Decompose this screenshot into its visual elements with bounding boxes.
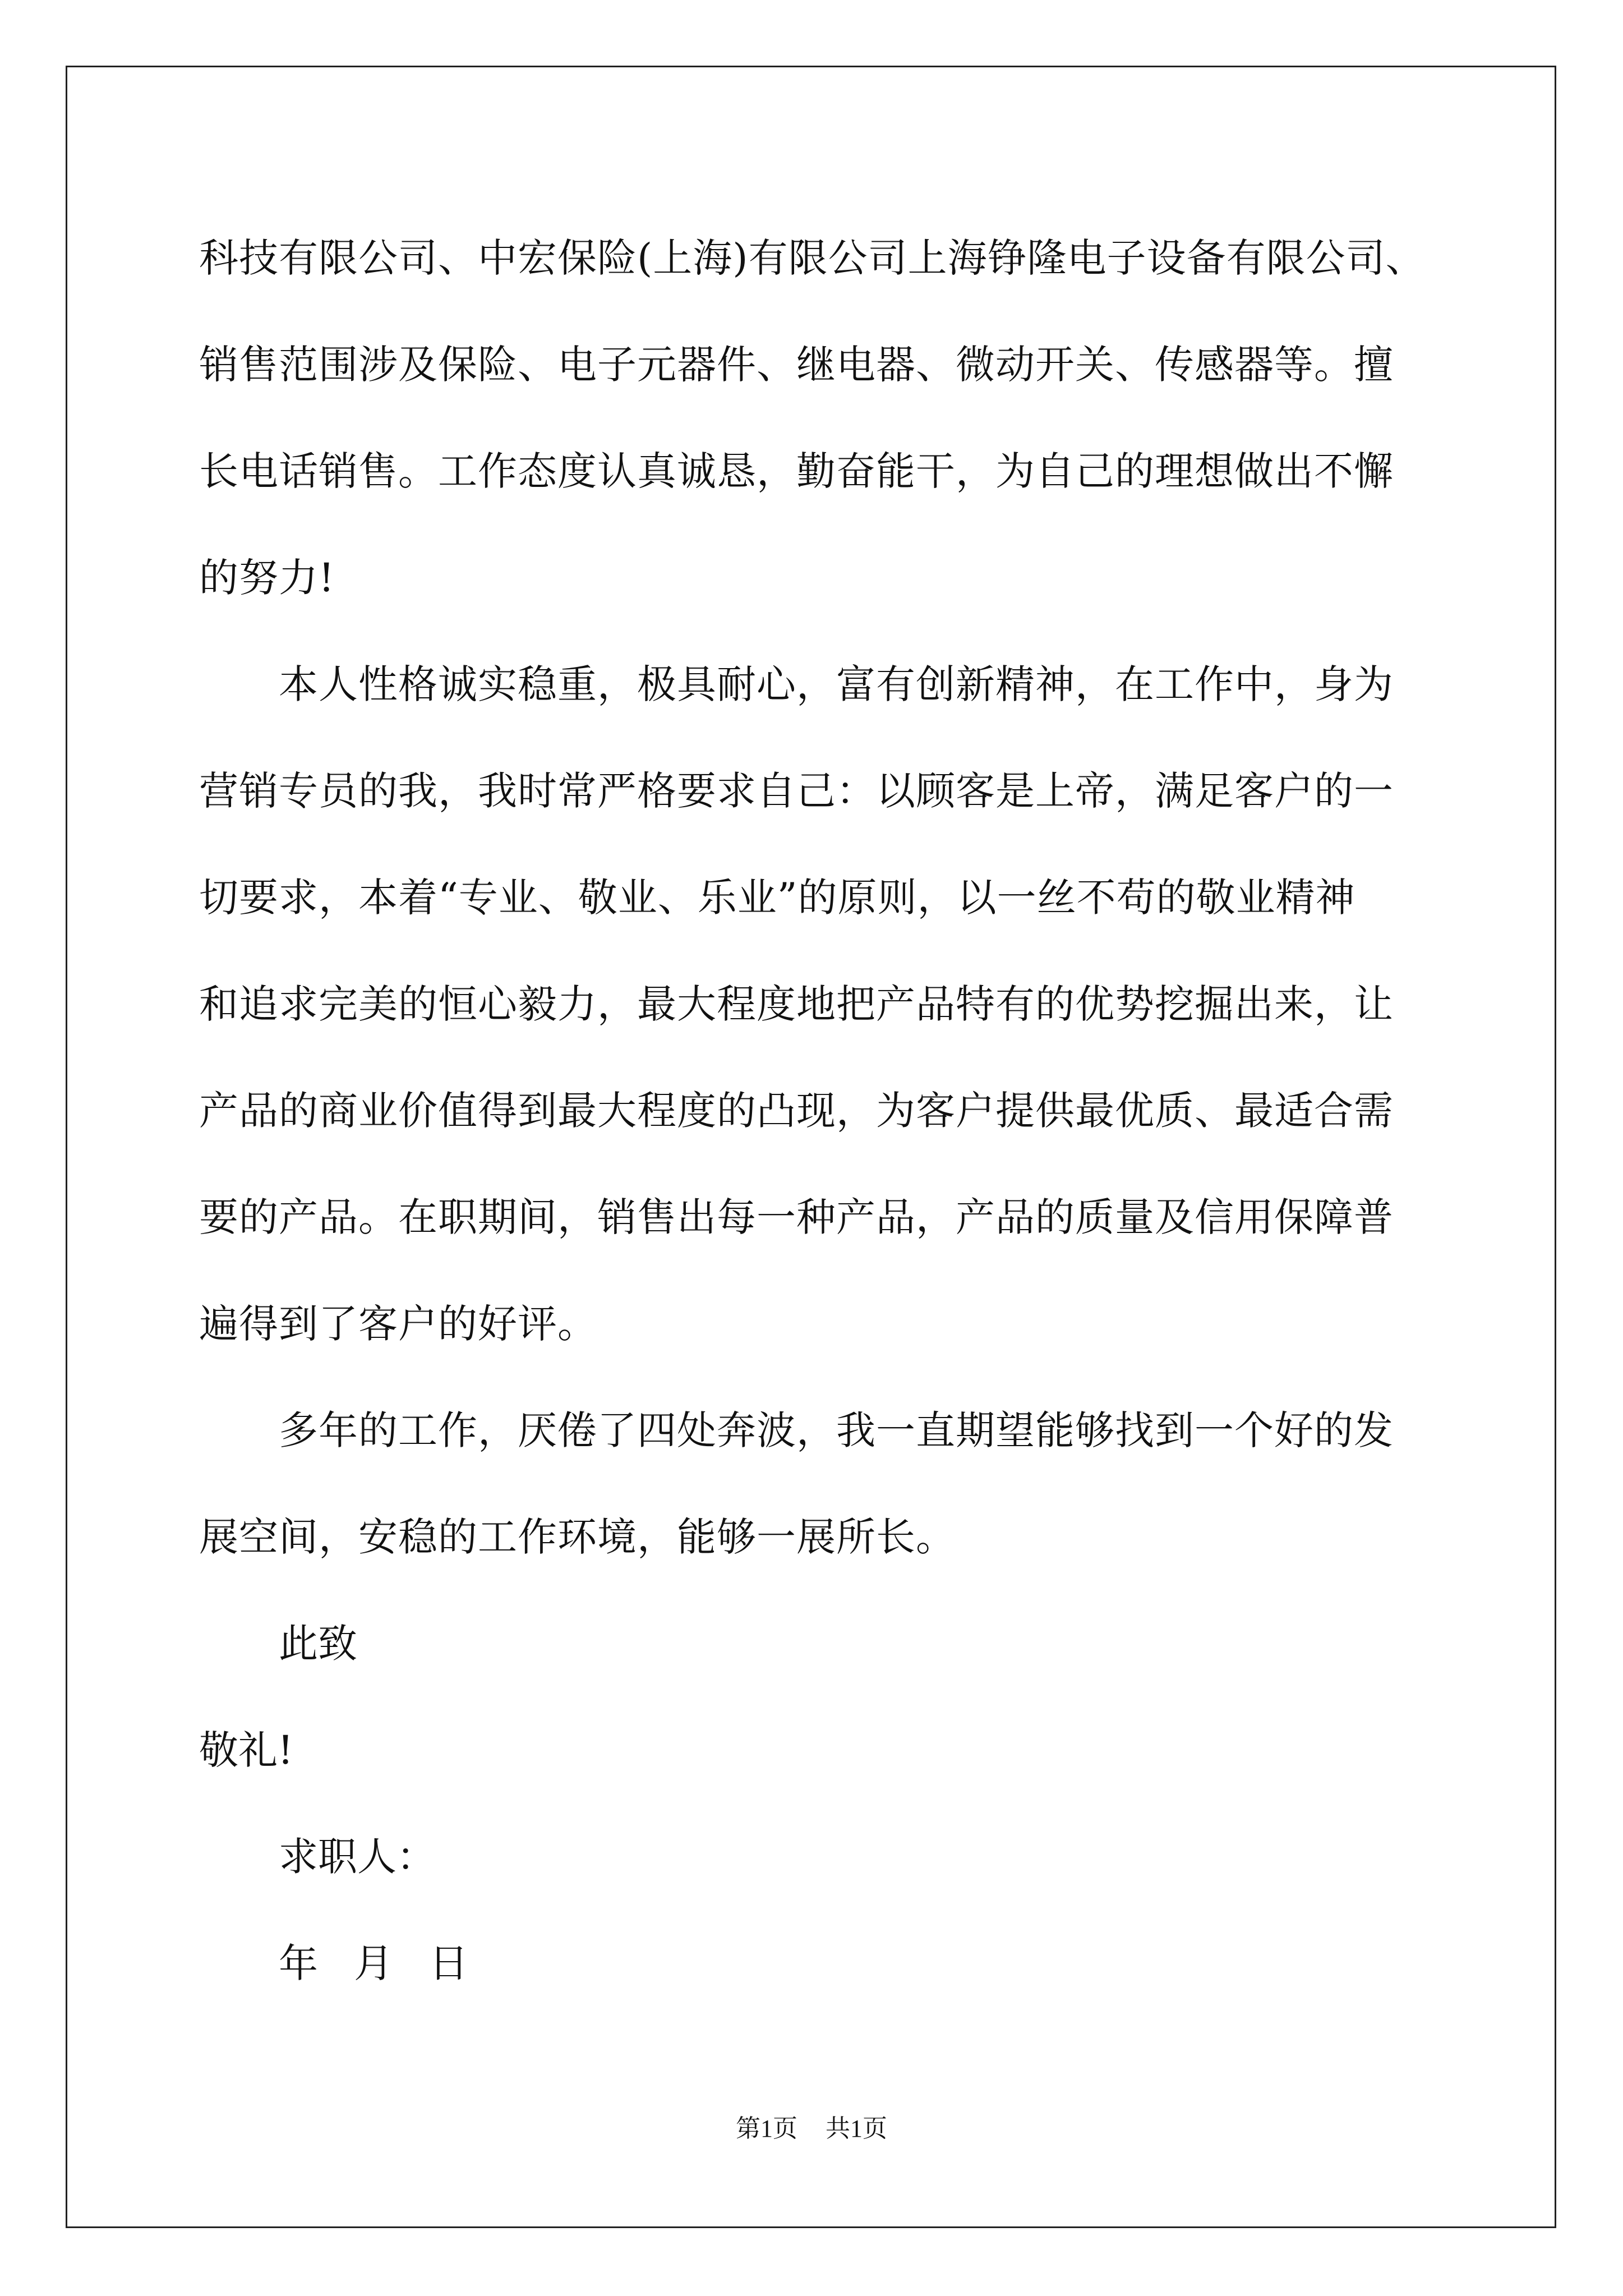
text-line: 营销专员的我，我时常严格要求自己：以顾客是上帝，满足客户的一 [199,768,1394,814]
text-line: 切要求，本着“专业、敬业、乐业”的原则，以一丝不苟的敬业精神 [199,875,1355,921]
date-day: 日 [429,1940,468,1986]
paragraph-personality [199,631,1455,1377]
text-line: 展空间，安稳的工作环境，能够一展所长。 [199,1514,956,1560]
page-number-total: 共1页 [826,2115,887,2142]
text-line: 要的产品。在职期间，销售出每一种产品，产品的质量及信用保障普 [199,1194,1394,1240]
text-line: 科技有限公司、中宏保险(上海)有限公司上海铮隆电子设备有限公司、 [199,235,1426,281]
paragraph-experience [199,205,1455,631]
text-line: 多年的工作，厌倦了四处奔波，我一直期望能够找到一个好的发 [279,1407,1394,1453]
text-line: 遍得到了客户的好评。 [199,1301,597,1347]
date-year: 年 [279,1940,318,1986]
date-line [199,1910,1455,2017]
page-footer [0,2108,1623,2144]
letter-body [199,205,1455,2017]
text-line: 产品的商业价值得到最大程度的凸现，为客户提供最优质、最适合需 [199,1088,1394,1134]
text-line: 长电话销售。工作态度认真诚恳，勤奋能干，为自己的理想做出不懈 [199,448,1394,494]
text-line: 销售范围涉及保险、电子元器件、继电器、微动开关、传感器等。擅 [199,342,1394,388]
closing-salutation: 此致 [279,1621,357,1667]
closing-regards: 敬礼! [199,1727,294,1773]
text-line: 的努力! [199,555,335,601]
page-number-current: 第1页 [736,2115,797,2142]
text-line: 和追求完美的恒心毅力，最大程度地把产品特有的优势挖掘出来，让 [199,981,1394,1027]
text-line: 本人性格诚实稳重，极具耐心，富有创新精神，在工作中，身为 [279,661,1394,707]
paragraph-aspiration [199,1377,1455,1590]
applicant-signature-label: 求职人： [279,1834,436,1880]
date-month: 月 [354,1940,393,1986]
